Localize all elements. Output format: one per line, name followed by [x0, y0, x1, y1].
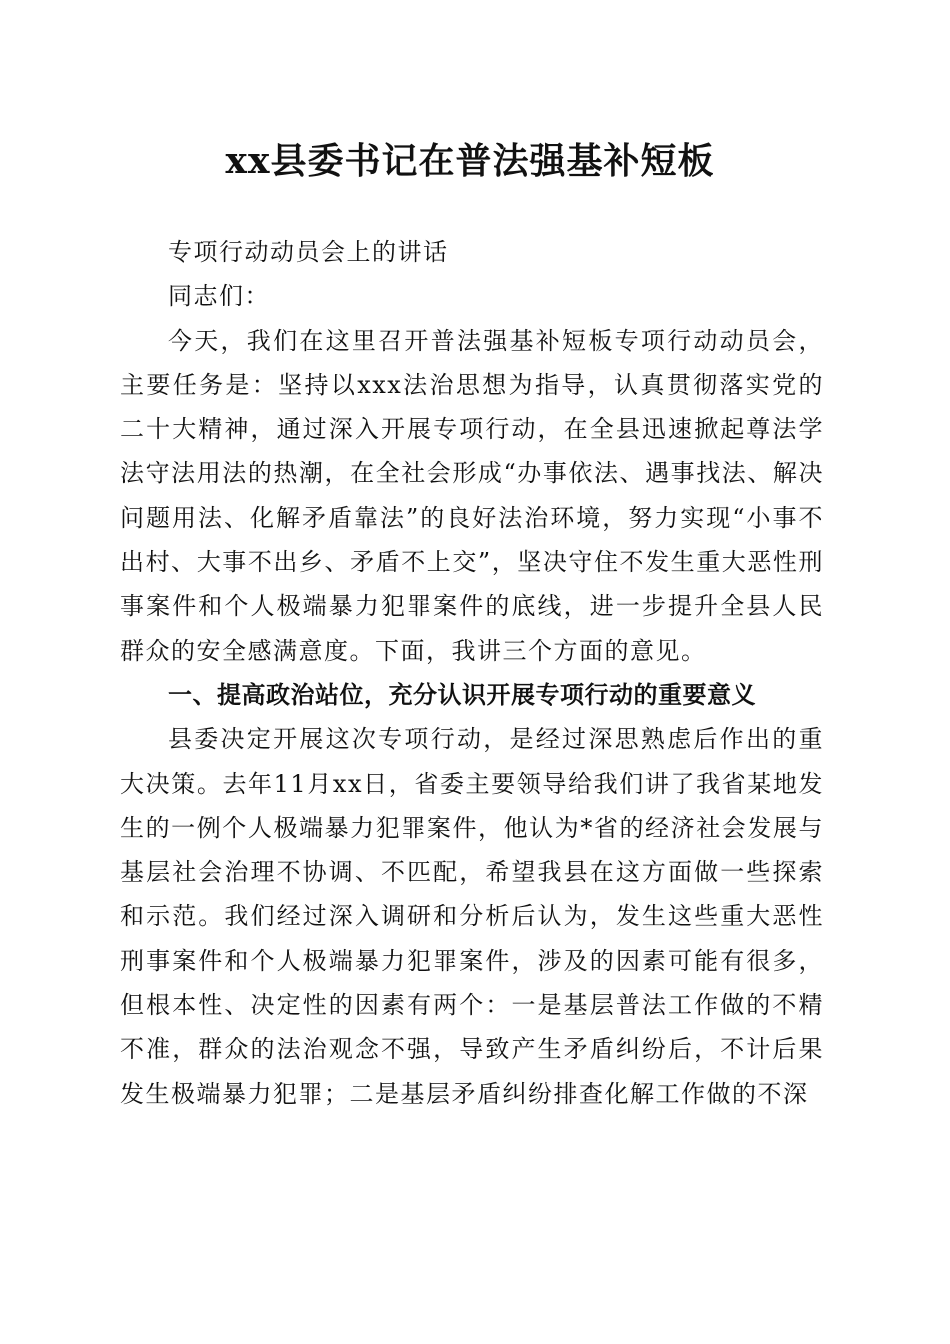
section-heading: 一、提高政治站位，充分认识开展专项行动的重要意义: [168, 680, 756, 709]
document-body: [120, 230, 824, 1116]
document-title: xx县委书记在普法强基补短板: [225, 140, 715, 182]
salutation: 同志们：: [168, 282, 270, 311]
document-subtitle: 专项行动动员会上的讲话: [168, 238, 449, 266]
section-paragraph: 县委决定开展这次专项行动，是经过深思熟虑后作出的重大决策。去年11月xx日，省委主要领导给我们讲了我省某地发生的一例个人极端暴力犯罪案件，他认为*省的经济社会发展与基层社会治理不协调、不匹配，希望我县在这方面做一些探索和示范。我们经过深入调研和分析后认为，发生这些重大恶性刑事案件和个人极端暴力犯罪案件，涉及的因素可能有很多，但根本性、决定性的因素有两个：一是基层普法工作做的不精不准，群众的法治观念不强，导致产生矛盾纠纷后，不计后果发生极端暴力犯罪；二是基层矛盾纠纷排查化解工作做的不深: [120, 725, 824, 1108]
intro-paragraph: 今天，我们在这里召开普法强基补短板专项行动动员会，主要任务是：坚持以xxx法治思想为指导，认真贯彻落实党的二十大精神，通过深入开展专项行动，在全县迅速掀起尊法学法守法用法的热潮，在全社会形成“办事依法、遇事找法、解决问题用法、化解矛盾靠法”的良好法治环境，努力实现“小事不出村、大事不出乡、矛盾不上交”，坚决守住不发生重大恶性刑事案件和个人极端暴力犯罪案件的底线，进一步提升全县人民群众的安全感满意度。下面，我讲三个方面的意见。: [120, 326, 824, 665]
